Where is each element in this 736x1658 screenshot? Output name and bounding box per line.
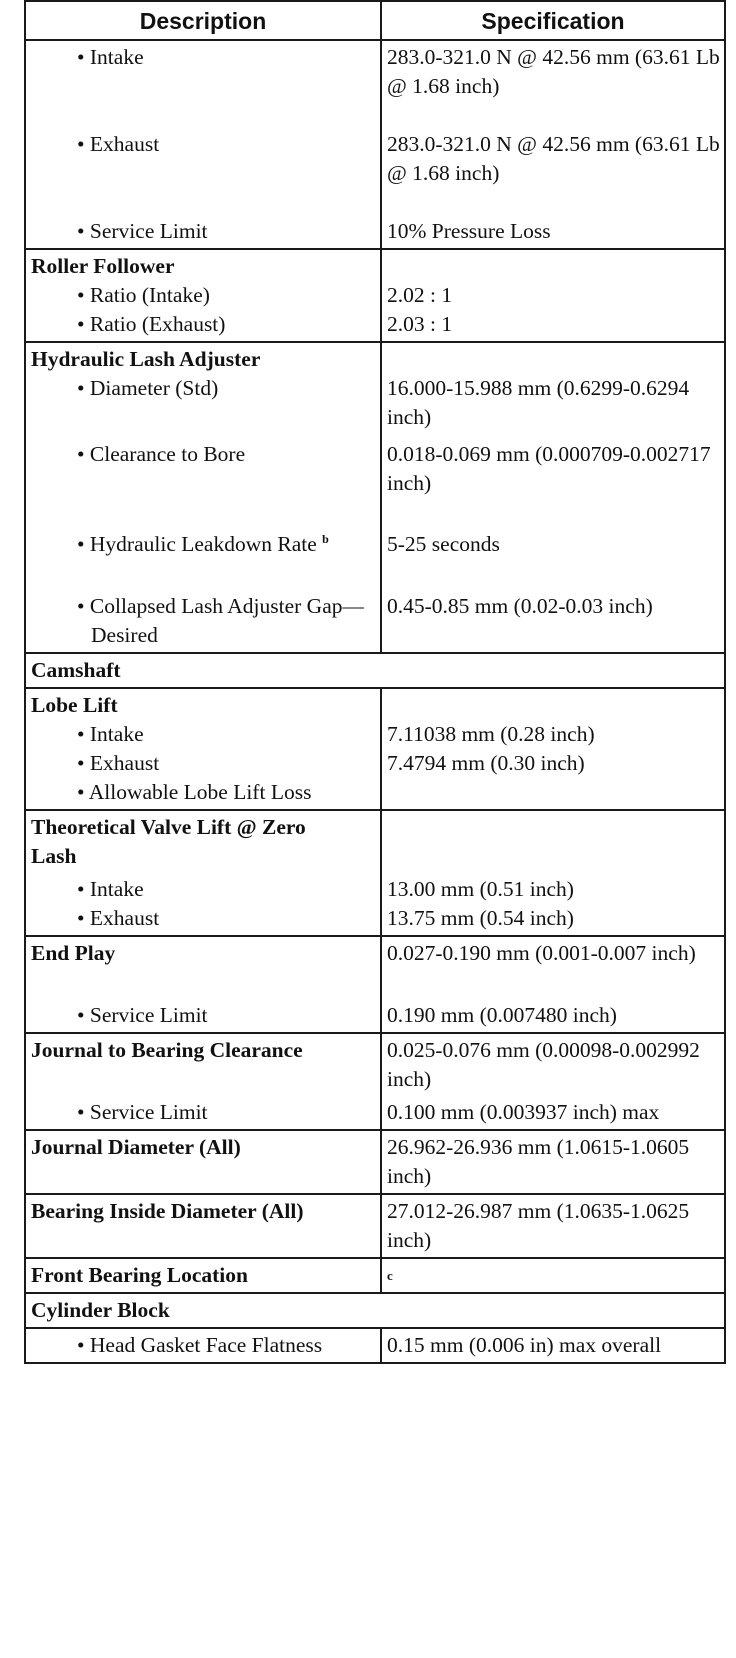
end-play-service-label: • Service Limit — [77, 1003, 208, 1027]
lobe-intake-label: • Intake — [77, 722, 144, 746]
table-row — [25, 1258, 725, 1293]
table-row — [25, 653, 725, 688]
table-row — [25, 1293, 725, 1328]
service-limit-spec: 10% Pressure Loss — [387, 219, 551, 243]
exhaust-label: • Exhaust — [77, 132, 160, 156]
hla-title: Hydraulic Lash Adjuster — [31, 347, 261, 371]
journal-bearing-title: Journal to Bearing Clearance — [31, 1038, 303, 1062]
front-bearing-title: Front Bearing Location — [31, 1263, 248, 1287]
spec-table — [24, 0, 726, 1364]
intake-spec: 283.0-321.0 N @ 42.56 mm (63.61 Lb @ 1.68 inch) — [387, 45, 720, 98]
specification-header: Specification — [381, 1, 725, 40]
valve-lift-intake-spec: 13.00 mm (0.51 inch) — [387, 877, 574, 901]
leakdown-footnote: b — [322, 531, 329, 546]
description-cell — [25, 936, 381, 1033]
specification-cell — [381, 936, 725, 1033]
front-bearing-footnote: c — [387, 1268, 393, 1283]
journal-bearing-service-label: • Service Limit — [77, 1100, 208, 1124]
ratio-intake-label: • Ratio (Intake) — [77, 283, 210, 307]
camshaft-section-cell — [25, 653, 725, 688]
allowable-loss-label: • Allowable Lobe Lift Loss — [77, 780, 312, 804]
table-row — [25, 40, 725, 249]
leakdown-label: • Hydraulic Leakdown Rate $^b$ — [77, 531, 329, 556]
specification-cell — [381, 1194, 725, 1258]
description-cell — [25, 1328, 381, 1363]
valve-lift-intake-label: • Intake — [77, 877, 144, 901]
specification-cell — [381, 1258, 725, 1293]
table-row — [25, 1130, 725, 1194]
description-cell — [25, 810, 381, 936]
clearance-spec: 0.018-0.069 mm (0.000709-0.002717 inch) — [387, 442, 711, 495]
header-row — [25, 1, 725, 40]
head-gasket-label: • Head Gasket Face Flatness — [77, 1333, 323, 1357]
diameter-label: • Diameter (Std) — [77, 376, 219, 400]
lobe-lift-title: Lobe Lift — [31, 693, 118, 717]
end-play-title: End Play — [31, 941, 116, 965]
exhaust-spec: 283.0-321.0 N @ 42.56 mm (63.61 Lb @ 1.68 inch) — [387, 132, 720, 185]
specification-cell — [381, 688, 725, 810]
description-cell — [25, 342, 381, 653]
camshaft-title: Camshaft — [31, 658, 121, 682]
table-row — [25, 688, 725, 810]
bearing-inside-title: Bearing Inside Diameter (All) — [31, 1199, 304, 1223]
specification-cell — [381, 1033, 725, 1130]
clearance-label: • Clearance to Bore — [77, 442, 246, 466]
diameter-spec: 16.000-15.988 mm (0.6299-0.6294 inch) — [387, 376, 690, 429]
table-row — [25, 342, 725, 653]
description-cell — [25, 1130, 381, 1194]
cylinder-block-title: Cylinder Block — [31, 1298, 170, 1322]
service-limit-label: • Service Limit — [77, 219, 208, 243]
lobe-intake-spec: 7.11038 mm (0.28 inch) — [387, 722, 595, 746]
specification-cell — [381, 810, 725, 936]
end-play-spec: 0.027-0.190 mm (0.001-0.007 inch) — [387, 941, 696, 965]
end-play-service-spec: 0.190 mm (0.007480 inch) — [387, 1003, 617, 1027]
valve-lift-exhaust-spec: 13.75 mm (0.54 inch) — [387, 906, 574, 930]
description-cell — [25, 249, 381, 342]
lobe-exhaust-spec: 7.4794 mm (0.30 inch) — [387, 751, 585, 775]
leakdown-spec: 5-25 seconds — [387, 532, 500, 556]
table-row — [25, 249, 725, 342]
description-cell — [25, 1258, 381, 1293]
description-cell — [25, 1033, 381, 1130]
intake-label: • Intake — [77, 45, 144, 69]
journal-bearing-spec: 0.025-0.076 mm (0.00098-0.002992 inch) — [387, 1038, 700, 1091]
specification-cell — [381, 40, 725, 249]
ratio-intake-spec: 2.02 : 1 — [387, 283, 453, 307]
table-row — [25, 936, 725, 1033]
specification-cell — [381, 1130, 725, 1194]
table-row — [25, 1328, 725, 1363]
valve-lift-exhaust-label: • Exhaust — [77, 906, 160, 930]
description-cell — [25, 688, 381, 810]
ratio-exhaust-label: • Ratio (Exhaust) — [77, 312, 226, 336]
roller-follower-title: Roller Follower — [31, 254, 175, 278]
table-row — [25, 810, 725, 936]
head-gasket-spec: 0.15 mm (0.006 in) max overall — [387, 1333, 662, 1357]
ratio-exhaust-spec: 2.03 : 1 — [387, 312, 453, 336]
journal-bearing-service-spec: 0.100 mm (0.003937 inch) max — [387, 1100, 660, 1124]
specification-cell — [381, 249, 725, 342]
journal-diameter-spec: 26.962-26.936 mm (1.0615-1.0605 inch) — [387, 1135, 690, 1188]
cylinder-block-section-cell — [25, 1293, 725, 1328]
journal-diameter-title: Journal Diameter (All) — [31, 1135, 241, 1159]
collapsed-spec: 0.45-0.85 mm (0.02-0.03 inch) — [387, 594, 653, 618]
description-header: Description — [25, 1, 381, 40]
collapsed-label: • Collapsed Lash Adjuster Gap—Desired — [77, 594, 364, 647]
table-row — [25, 1194, 725, 1258]
bearing-inside-spec: 27.012-26.987 mm (1.0635-1.0625 inch) — [387, 1199, 690, 1252]
specification-cell — [381, 342, 725, 653]
table-row — [25, 1033, 725, 1130]
specification-cell — [381, 1328, 725, 1363]
lobe-exhaust-label: • Exhaust — [77, 751, 160, 775]
valve-lift-title: Theoretical Valve Lift @ Zero Lash — [31, 815, 306, 868]
description-cell — [25, 1194, 381, 1258]
description-cell — [25, 40, 381, 249]
